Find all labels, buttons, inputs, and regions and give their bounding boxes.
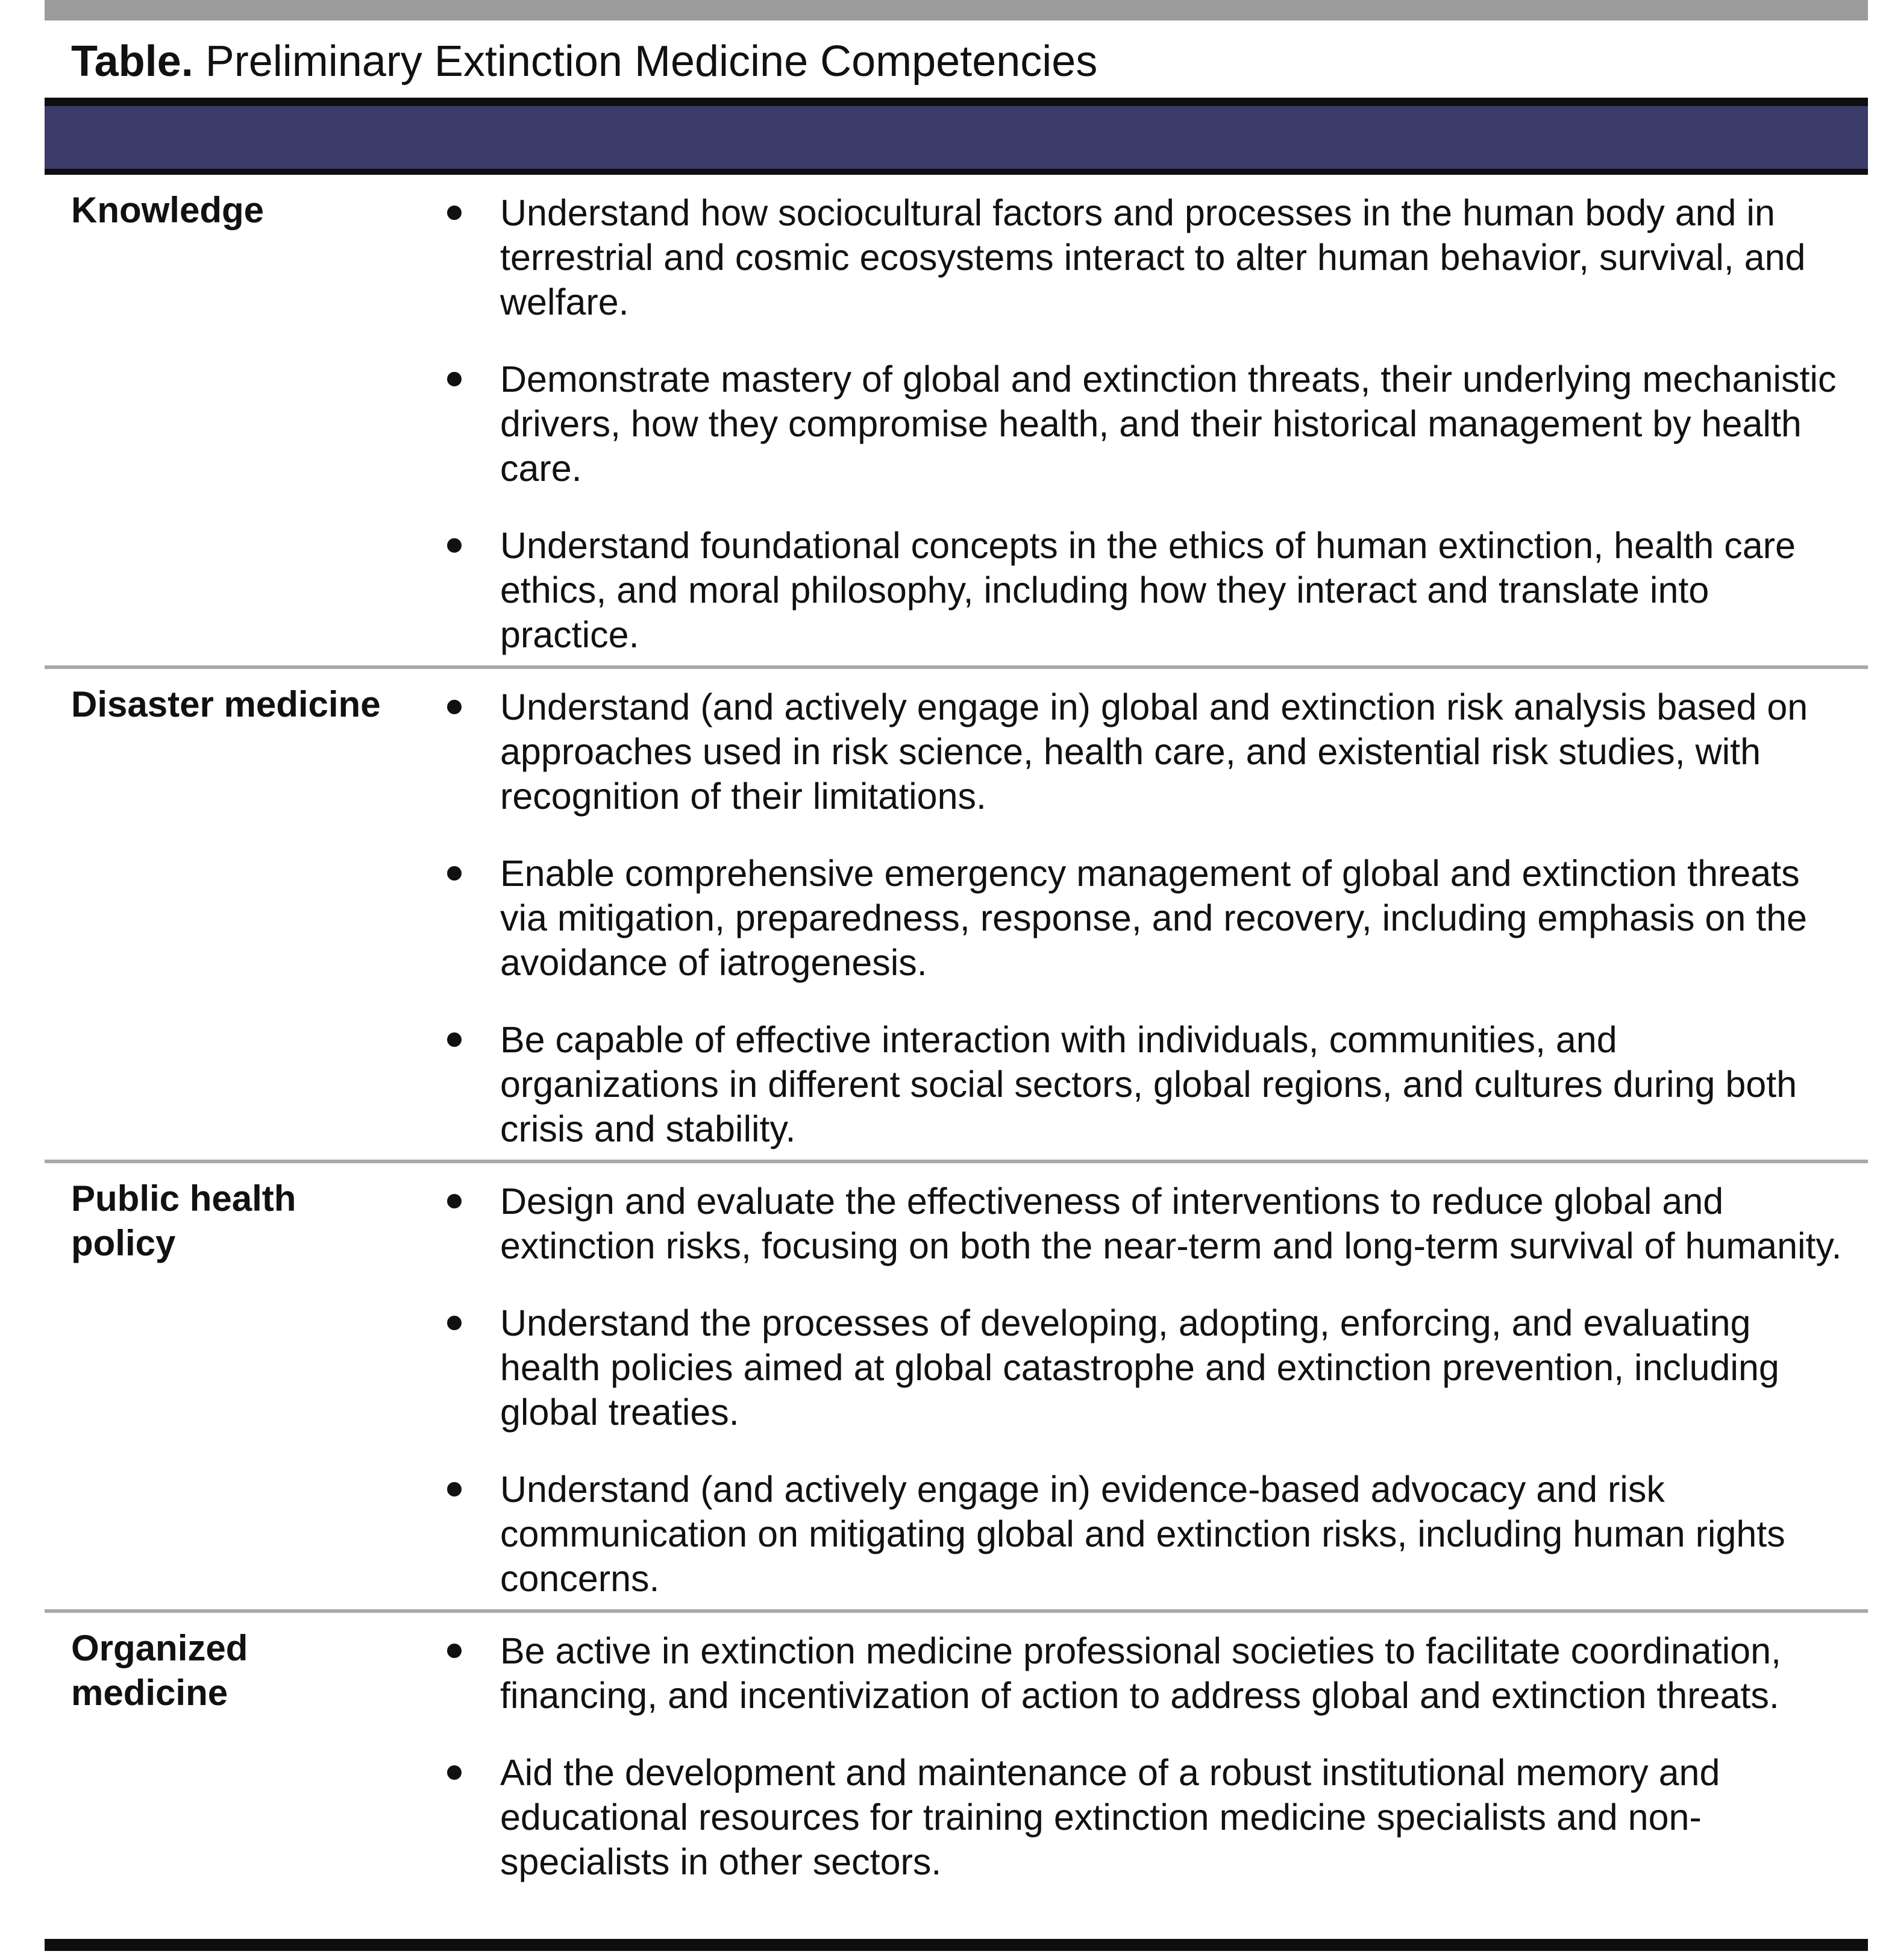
table-row-organized-medicine: [45, 1609, 1868, 1892]
row-label: Knowledge: [71, 190, 265, 230]
competency-text: Understand foundational concepts in the ethics of human extinction, health care ethics, and moral philosophy, including how they interact and translate into practice.: [500, 525, 1796, 655]
competency-list: [410, 175, 1868, 665]
competency-list: [410, 669, 1868, 1160]
bullet-icon: [447, 372, 462, 386]
competency-text: Understand how sociocultural factors and processes in the human body and in terrestrial and cosmic ecosystems interact to alter human behavior, survival, and welfare.: [500, 192, 1806, 322]
row-label: Disaster medicine: [71, 684, 381, 724]
competency-text: Understand (and actively engage in) global and extinction risk analysis based on approaches used in risk science, health care, and existential risk studies, with recognition of their limitations.: [500, 686, 1808, 817]
competency-text: Understand (and actively engage in) evidence-based advocacy and risk communication on mitigating global and extinction risks, including human rights concerns.: [500, 1469, 1785, 1599]
competency-list: [410, 1163, 1868, 1609]
table-title-prefix: Table.: [71, 37, 193, 86]
bullet-icon: [447, 1032, 462, 1047]
competency-text: Enable comprehensive emergency management of global and extinction threats via mitigation, preparedness, response, and recovery, including emphasis on the avoidance of iatrogenesis.: [500, 853, 1807, 983]
competency-text: Understand the processes of developing, adopting, enforcing, and evaluating health policies aimed at global catastrophe and extinction prevention, including global treaties.: [500, 1302, 1779, 1433]
table-title: [71, 35, 1097, 88]
competency-item: [410, 190, 1844, 324]
competency-item: [410, 1750, 1844, 1884]
table-row-disaster-medicine: [45, 665, 1868, 1160]
competency-item: [410, 1467, 1844, 1601]
competency-item: [410, 1301, 1844, 1434]
competency-text: Design and evaluate the effectiveness of interventions to reduce global and extinction risks, focusing on both the near-term and long-term survival of humanity.: [500, 1181, 1842, 1266]
competency-text: Demonstrate mastery of global and extinction threats, their underlying mechanistic drivers, how they compromise health, and their historical management by health care.: [500, 359, 1837, 489]
table-row-public-health-policy: [45, 1160, 1868, 1609]
table-header-band: [45, 106, 1868, 169]
competency-text: Be capable of effective interaction with individuals, communities, and organizations in different social sectors, global regions, and cultures during both crisis and stability.: [500, 1019, 1797, 1149]
competency-item: [410, 1629, 1844, 1718]
table-row-knowledge: [45, 175, 1868, 665]
bottom-rule: [45, 1939, 1868, 1951]
top-gray-bar: [45, 0, 1868, 20]
competency-item: [410, 523, 1844, 657]
row-label: Public health policy: [71, 1178, 296, 1263]
title-rule: [45, 98, 1868, 106]
bullet-icon: [447, 538, 462, 553]
competency-item: [410, 1179, 1844, 1268]
competency-item: [410, 1017, 1844, 1151]
bullet-icon: [447, 206, 462, 220]
bullet-icon: [447, 866, 462, 881]
header-band-rule: [45, 169, 1868, 175]
bullet-icon: [447, 1482, 462, 1497]
table-title-text: Preliminary Extinction Medicine Competencies: [205, 37, 1098, 86]
competency-text: Aid the development and maintenance of a robust institutional memory and educational resources for training extinction medicine specialists and non-specialists in other sectors.: [500, 1752, 1720, 1882]
competency-item: [410, 685, 1844, 818]
row-label: Organized medicine: [71, 1628, 248, 1713]
bullet-icon: [447, 1194, 462, 1208]
bullet-icon: [447, 700, 462, 714]
bullet-icon: [447, 1316, 462, 1330]
competency-table: [45, 175, 1868, 1892]
competency-text: Be active in extinction medicine professional societies to facilitate coordination, financing, and incentivization of action to address global and extinction threats.: [500, 1630, 1781, 1716]
competency-list: [410, 1613, 1868, 1892]
competency-item: [410, 357, 1844, 491]
bullet-icon: [447, 1644, 462, 1658]
competency-item: [410, 851, 1844, 985]
bullet-icon: [447, 1765, 462, 1780]
